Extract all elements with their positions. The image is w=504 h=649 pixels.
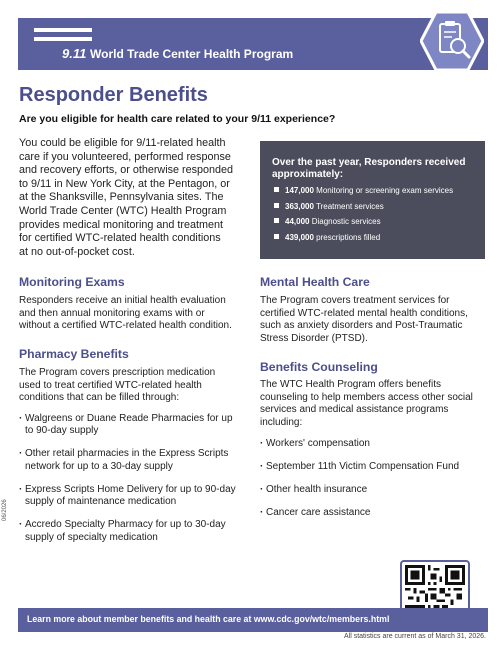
- pharmacy-item-line: to 90-day supply: [25, 425, 99, 437]
- intro-line: care if you volunteered, performed response: [19, 150, 231, 163]
- intro-line: provides medical monitoring and treatment: [19, 218, 224, 231]
- counseling-text: [260, 379, 488, 429]
- stats-heading-line: Over the past year, Responders received: [272, 157, 466, 168]
- square-bullet-icon: [274, 203, 279, 208]
- stats-label: Diagnostic services: [311, 217, 381, 226]
- program-number: 9.11: [62, 46, 87, 61]
- square-bullet-icon: [274, 234, 279, 239]
- stats-item: [274, 199, 453, 215]
- counseling-item: · September 11th Victim Compensation Fund: [260, 461, 488, 473]
- stats-list: [274, 183, 453, 245]
- intro-line: You could be eligible for 9/11-related health: [19, 137, 226, 149]
- stats-label: Treatment services: [316, 201, 384, 211]
- counseling-line: The WTC Health Program offers benefits: [260, 379, 441, 390]
- document-date: 06/2026: [2, 499, 8, 521]
- stats-label: Monitoring or screening exam services: [316, 186, 454, 195]
- stats-value: 363,000: [285, 201, 314, 211]
- footer-bar: [18, 608, 488, 632]
- intro-line: to 9/11 in New York City, at the Pentagon, or: [19, 177, 230, 190]
- mental-health-line: certified WTC-related mental health conditions,: [260, 307, 468, 319]
- page-title: Responder Benefits: [19, 84, 208, 106]
- pharmacy-item: [19, 413, 254, 438]
- stats-heading: [272, 157, 477, 180]
- stats-box: [260, 141, 485, 259]
- intro-line: at no out-of-pocket cost.: [19, 245, 135, 258]
- counseling-item: · Workers' compensation: [260, 438, 488, 450]
- clipboard-magnifier-icon: [420, 10, 484, 72]
- counseling-line: counseling to help members access other social: [260, 391, 473, 403]
- pharmacy-item-line: · Accredo Specialty Pharmacy for up to 30-day: [25, 519, 226, 531]
- intro-line: and recovery efforts, or otherwise responded: [19, 164, 234, 177]
- monitoring-line: Responders receive an initial health evaluation: [19, 295, 226, 306]
- footer-link-text[interactable]: Learn more about member benefits and health care at www.cdc.gov/wtc/members.html: [27, 614, 390, 624]
- intro-line: for certified WTC-related health conditions: [19, 232, 221, 245]
- pharmacy-list: [19, 413, 254, 555]
- stats-heading-line: approximately:: [272, 168, 344, 180]
- monitoring-heading: Monitoring Exams: [19, 275, 125, 289]
- mental-health-line: such as anxiety disorders and Post-Traumatic: [260, 320, 463, 331]
- intro-line: at the Shanksville, Pennsylvania sites. The: [19, 191, 224, 204]
- pharmacy-item: [19, 448, 254, 473]
- statistics-note: All statistics are current as of March 31, 2026.: [343, 633, 486, 640]
- pharmacy-line: used to treat certified WTC-related health: [19, 379, 202, 391]
- stats-value: 44,000: [285, 217, 310, 226]
- counseling-list: [260, 438, 488, 530]
- mental-health-line: The Program covers treatment services for: [260, 295, 450, 306]
- pharmacy-item: [19, 519, 254, 544]
- stats-item: [274, 183, 453, 199]
- pharmacy-item-line: network for up to a 30-day supply: [25, 460, 173, 472]
- stats-value: 439,000: [285, 232, 314, 242]
- monitoring-text: [19, 295, 251, 333]
- logo-bars: [34, 28, 92, 46]
- intro-line: World Trade Center (WTC) Health Program: [19, 204, 227, 217]
- program-header: [18, 18, 488, 70]
- pharmacy-item-line: supply of specialty medication: [25, 531, 158, 543]
- mental-health-line: Stress Disorder (PTSD).: [260, 332, 368, 344]
- pharmacy-text: [19, 367, 251, 405]
- stats-value: 147,000: [285, 186, 314, 195]
- counseling-line: including:: [260, 416, 303, 428]
- pharmacy-item: [19, 484, 254, 509]
- square-bullet-icon: [274, 187, 279, 192]
- mental-health-text: [260, 295, 488, 345]
- stats-item: [274, 214, 453, 230]
- counseling-heading: Benefits Counseling: [260, 360, 378, 374]
- monitoring-line: and then annual monitoring exams with or: [19, 307, 205, 319]
- counseling-item: · Other health insurance: [260, 484, 488, 496]
- pharmacy-item-line: · Express Scripts Home Delivery for up to 90-day: [25, 483, 236, 495]
- stats-label: prescriptions filled: [316, 232, 381, 242]
- mental-health-heading: Mental Health Care: [260, 275, 370, 289]
- pharmacy-item-line: · Other retail pharmacies in the Express Scripts: [25, 448, 229, 460]
- monitoring-line: without a certified WTC-related health condition.: [19, 320, 232, 331]
- program-title: World Trade Center Health Program: [90, 47, 294, 61]
- counseling-item: · Cancer care assistance: [260, 507, 488, 519]
- pharmacy-item-line: supply of maintenance medication: [25, 496, 177, 508]
- counseling-line: services and medical assistance programs: [260, 404, 449, 415]
- pharmacy-line: The Program covers prescription medication: [19, 367, 216, 378]
- square-bullet-icon: [274, 218, 279, 223]
- pharmacy-item-line: · Walgreens or Duane Reade Pharmacies for up: [25, 413, 233, 424]
- pharmacy-heading: Pharmacy Benefits: [19, 347, 129, 361]
- stats-item: [274, 230, 453, 246]
- pharmacy-line: conditions that can be filled through:: [19, 392, 180, 403]
- eligibility-question: Are you eligible for health care related to your 9/11 experience?: [19, 113, 336, 125]
- intro-paragraph: [19, 137, 247, 259]
